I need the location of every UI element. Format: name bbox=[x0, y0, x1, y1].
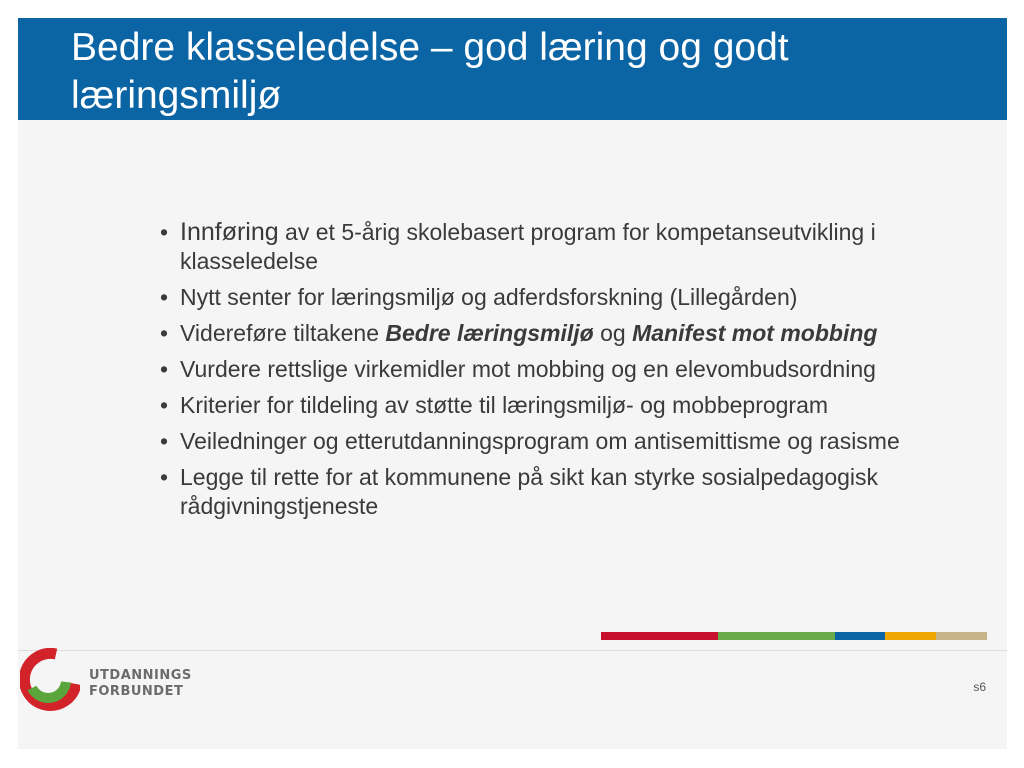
bullet-item-1 bbox=[160, 218, 960, 276]
bullet-glyph: • bbox=[160, 464, 169, 490]
bullet-item-2 bbox=[160, 283, 960, 312]
bullet-3-pre: Videreføre tiltakene bbox=[180, 320, 386, 346]
bullet-5-text: Kriterier for tildeling av støtte til læringsmiljø- og mobbeprogram bbox=[180, 392, 829, 418]
stripe-blue bbox=[835, 632, 885, 640]
bullet-item-3 bbox=[160, 319, 960, 348]
bullet-glyph: • bbox=[160, 219, 169, 245]
stripe-red bbox=[601, 632, 718, 640]
bullet-2-text: Nytt senter for læringsmiljø og adferdsforskning (Lillegården) bbox=[180, 284, 798, 310]
footer-color-stripe bbox=[601, 632, 987, 640]
bullet-item-6 bbox=[160, 427, 960, 456]
utdanningsforbundet-logo-icon bbox=[20, 648, 80, 712]
title-bar bbox=[18, 18, 1007, 120]
bullet-1-text: av et 5-årig skolebasert program for kompetanseutvikling i klasseledelse bbox=[180, 219, 876, 274]
logo-line-1: UTDANNINGS bbox=[89, 668, 192, 683]
bullet-6-text: Veiledninger og etterutdanningsprogram om antisemittisme og rasisme bbox=[180, 428, 900, 454]
bullet-glyph: • bbox=[160, 284, 169, 310]
bullet-item-7 bbox=[160, 463, 960, 521]
stripe-yellow bbox=[885, 632, 936, 640]
bullet-list bbox=[160, 218, 960, 528]
logo-wordmark bbox=[89, 668, 192, 700]
bullet-glyph: • bbox=[160, 428, 169, 454]
bullet-3-mid: og bbox=[593, 320, 633, 346]
bullet-glyph: • bbox=[160, 320, 169, 346]
slide-number: s6 bbox=[973, 680, 986, 694]
bullet-4-text: Vurdere rettslige virkemidler mot mobbing og en elevombudsordning bbox=[180, 356, 876, 382]
stripe-tan bbox=[936, 632, 987, 640]
bullet-3-emphasis-1: Bedre læringsmiljø bbox=[385, 320, 594, 346]
bullet-1-lead: Innføring bbox=[180, 218, 279, 246]
bullet-item-5 bbox=[160, 391, 960, 420]
bullet-3-emphasis-2: Manifest mot mobbing bbox=[632, 320, 878, 346]
bullet-glyph: • bbox=[160, 356, 169, 382]
bullet-glyph: • bbox=[160, 392, 169, 418]
logo-line-2: FORBUNDET bbox=[89, 684, 184, 699]
bullet-7-text: Legge til rette for at kommunene på sikt kan styrke sosialpedagogisk rådgivningstjeneste bbox=[180, 464, 879, 519]
bullet-item-4 bbox=[160, 355, 960, 384]
slide-title: Bedre klasseledelse – god læring og godt læringsmiljø bbox=[71, 26, 789, 117]
stripe-green bbox=[718, 632, 835, 640]
